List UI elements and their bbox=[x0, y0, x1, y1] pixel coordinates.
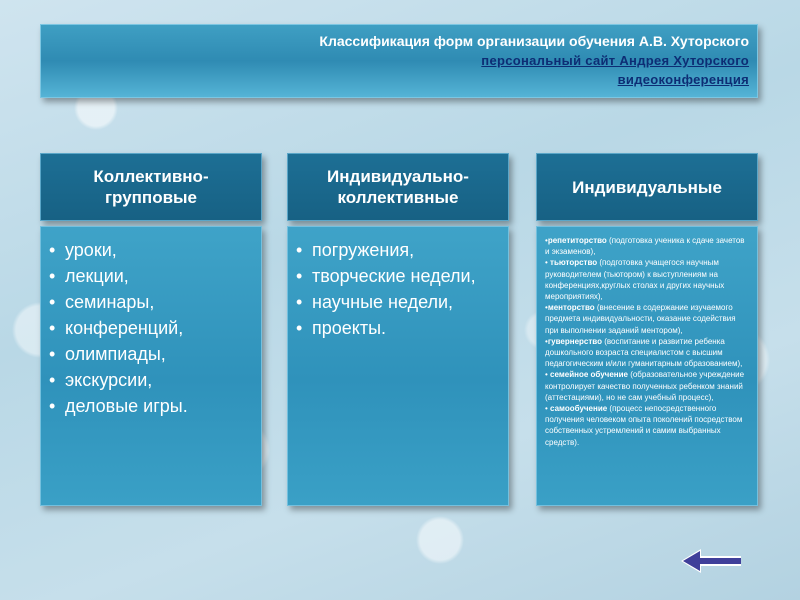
list-item: • конференций, bbox=[47, 315, 255, 341]
column-heading-individual-collective bbox=[287, 153, 509, 221]
list-item: • творческие недели, bbox=[294, 263, 502, 289]
title-banner bbox=[40, 24, 758, 98]
list-item: • олимпиады, bbox=[47, 341, 255, 367]
list-item: •менторство (внесение в содержание изучаемого предмета индивидуальности, оказание содействия при выполнении заданий ментором), bbox=[545, 303, 736, 335]
heading-line: Коллективно- bbox=[93, 167, 209, 186]
list-item: • уроки, bbox=[47, 237, 255, 263]
heading-line: коллективные bbox=[337, 188, 459, 207]
list-item: • экскурсии, bbox=[47, 367, 255, 393]
column-body-collective-group bbox=[40, 226, 262, 506]
list-item: • тьюторство (подготовка учащегося научным руководителем (тьютором) к выступлениям на конференциях,круглых столах и других научных мероприятиях), bbox=[545, 258, 725, 302]
videoconference-link[interactable]: видеоконференция bbox=[617, 72, 749, 87]
list-item: • семинары, bbox=[47, 289, 255, 315]
list-item: • деловые игры. bbox=[47, 393, 255, 419]
personal-site-link[interactable]: персональный сайт Андрея Хуторского bbox=[481, 53, 749, 68]
column-heading-collective-group bbox=[40, 153, 262, 221]
page-title: Классификация форм организации обучения А.В. Хуторского bbox=[319, 33, 749, 49]
list-item: •гувернерство (воспитание и развитие ребенка дошкольного возраста специалистом с высшим педагогическим и/или гуманитарным образованием), bbox=[545, 336, 743, 369]
back-arrow-button[interactable] bbox=[679, 547, 743, 575]
list-item: • научные недели, bbox=[294, 289, 502, 315]
left-arrow-icon bbox=[679, 547, 743, 575]
column-body-individual bbox=[536, 226, 758, 506]
list-item: • семейное обучение (образовательное учреждение контролирует качество полученных ребенком знаний (аттестациями), но не сам учебный процесс), bbox=[545, 370, 745, 402]
heading-line: Индивидуально- bbox=[327, 167, 469, 186]
list-item: • проекты. bbox=[294, 315, 502, 341]
column-body-individual-collective bbox=[287, 226, 509, 506]
list-item: • лекции, bbox=[47, 263, 255, 289]
list-item: • погружения, bbox=[294, 237, 502, 263]
column-heading-individual bbox=[536, 153, 758, 221]
list-item: • самообучение (процесс непосредственного получения человеком опыта поколений посредством собственных устремлений и самим выбранных средств). bbox=[545, 404, 743, 447]
heading-line: групповые bbox=[104, 188, 198, 207]
heading-line: Индивидуальные bbox=[572, 177, 722, 197]
list-item: •репетиторство (подготовка ученика к сдаче зачетов и экзаменов), bbox=[545, 236, 745, 257]
